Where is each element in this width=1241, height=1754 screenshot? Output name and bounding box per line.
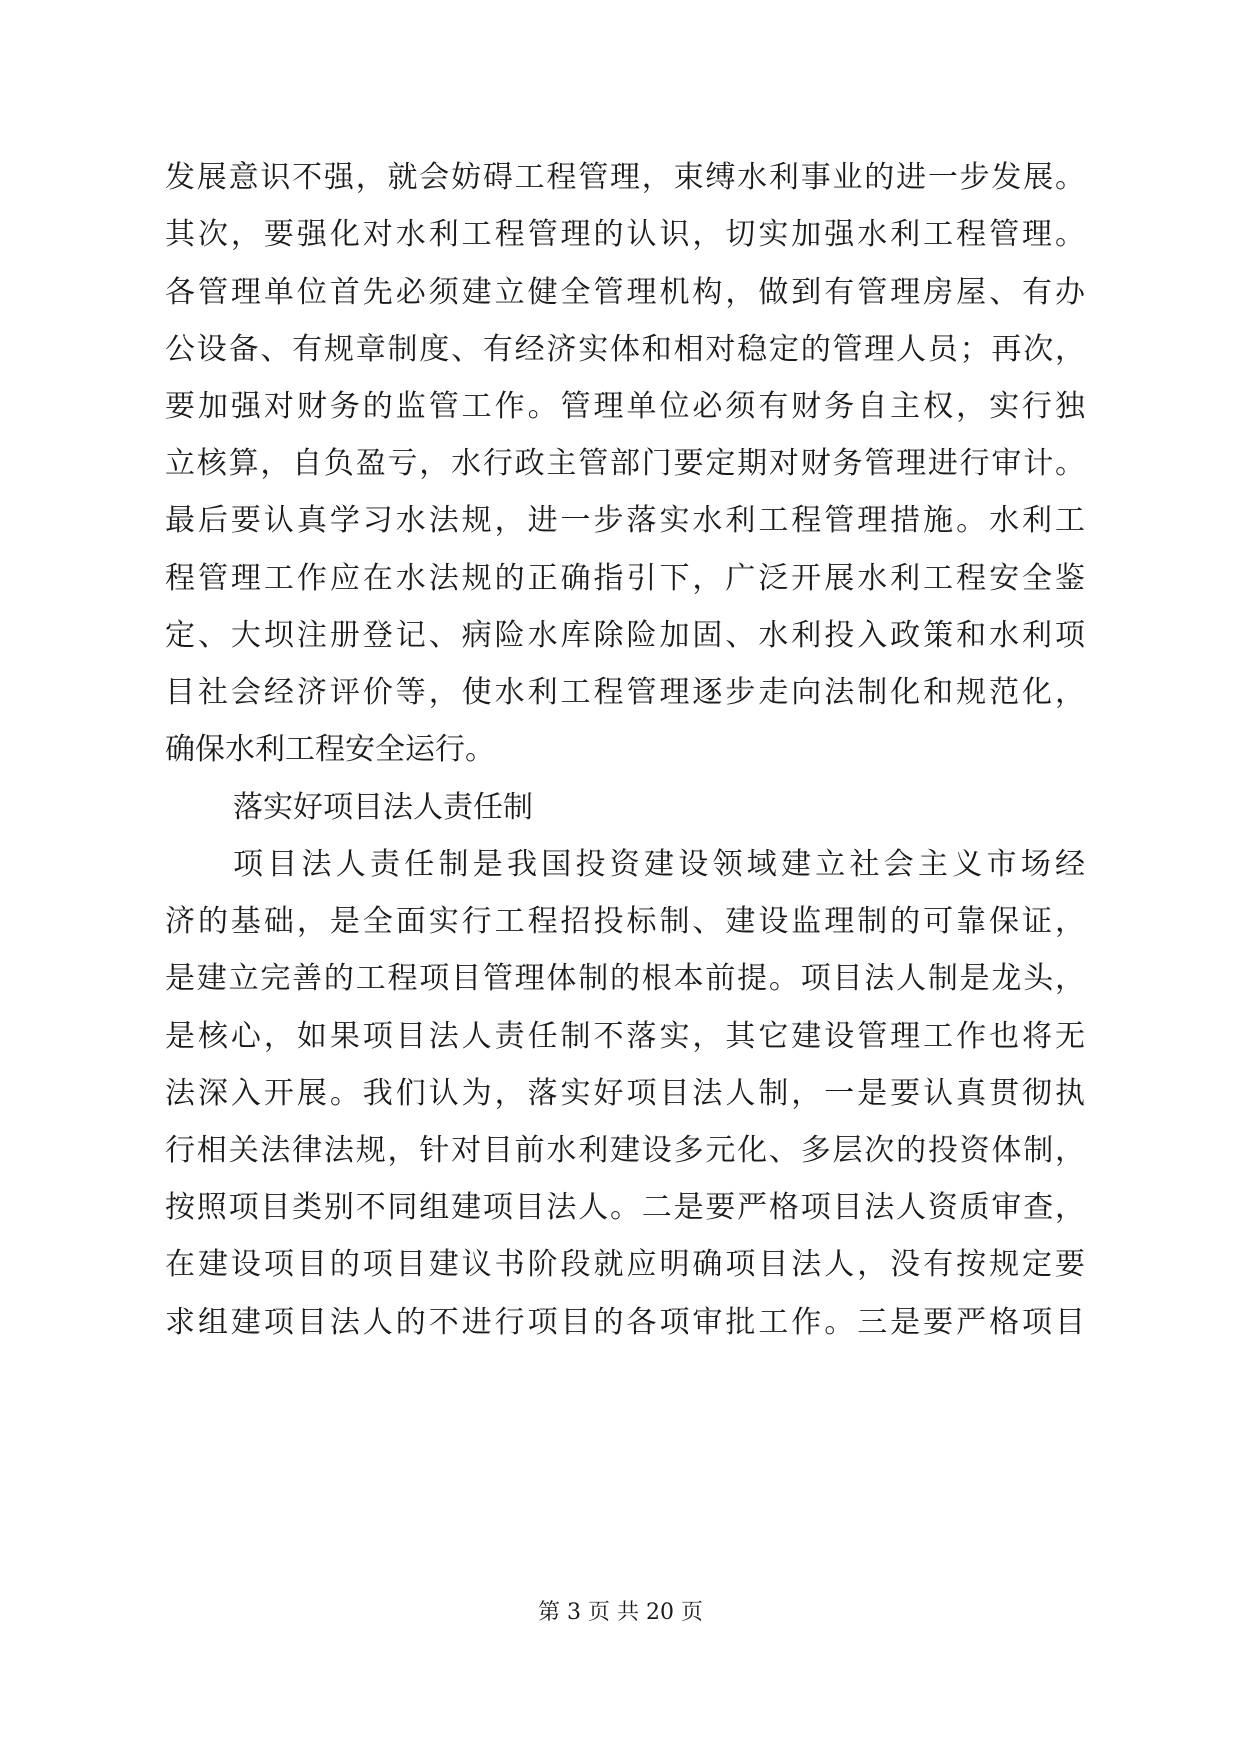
paragraph-2-line-4: 是核心，如果项目法人责任制不落实，其它建设管理工作也将无 [165, 1019, 1085, 1054]
paragraph-1-line-2: 其次，要强化对水利工程管理的认识，切实加强水利工程管理。 [165, 217, 1085, 252]
paragraph-1-line-8: 程管理工作应在水法规的正确指引下，广泛开展水利工程安全鉴 [165, 561, 1085, 596]
paragraph-2-line-6: 行相关法律法规，针对目前水利建设多元化、多层次的投资体制， [165, 1133, 1085, 1168]
paragraph-1-line-10: 目社会经济评价等，使水利工程管理逐步走向法制化和规范化， [165, 675, 1085, 710]
paragraph-2-line-1: 项目法人责任制是我国投资建设领域建立社会主义市场经 [233, 847, 1085, 882]
paragraph-1-line-9: 定、大坝注册登记、病险水库除险加固、水利投入政策和水利项 [165, 618, 1085, 653]
paragraph-2-line-2: 济的基础，是全面实行工程招投标制、建设监理制的可靠保证， [165, 904, 1085, 939]
paragraph-1-line-7: 最后要认真学习水法规，进一步落实水利工程管理措施。水利工 [165, 503, 1085, 538]
paragraph-1-line-11: 确保水利工程安全运行。 [165, 732, 495, 767]
paragraph-2-line-5: 法深入开展。我们认为，落实好项目法人制，一是要认真贯彻执 [165, 1076, 1085, 1111]
page-number-footer: 第 3 页 共 20 页 [538, 1600, 703, 1625]
paragraph-1-line-6: 立核算，自负盈亏，水行政主管部门要定期对财务管理进行审计。 [165, 446, 1085, 481]
paragraph-1-line-5: 要加强对财务的监管工作。管理单位必须有财务自主权，实行独 [165, 389, 1085, 424]
paragraph-2-line-7: 按照项目类别不同组建项目法人。二是要严格项目法人资质审查， [165, 1190, 1085, 1225]
paragraph-2-line-9: 求组建项目法人的不进行项目的各项审批工作。三是要严格项目 [165, 1305, 1085, 1340]
paragraph-1-line-4: 公设备、有规章制度、有经济实体和相对稳定的管理人员；再次， [165, 332, 1085, 367]
section-heading: 落实好项目法人责任制 [233, 790, 533, 825]
paragraph-2-line-3: 是建立完善的工程项目管理体制的根本前提。项目法人制是龙头， [165, 961, 1085, 996]
paragraph-2-line-8: 在建设项目的项目建议书阶段就应明确项目法人，没有按规定要 [165, 1247, 1085, 1282]
paragraph-1-line-3: 各管理单位首先必须建立健全管理机构，做到有管理房屋、有办 [165, 275, 1085, 310]
paragraph-1-line-1: 发展意识不强，就会妨碍工程管理，束缚水利事业的进一步发展。 [165, 160, 1085, 195]
